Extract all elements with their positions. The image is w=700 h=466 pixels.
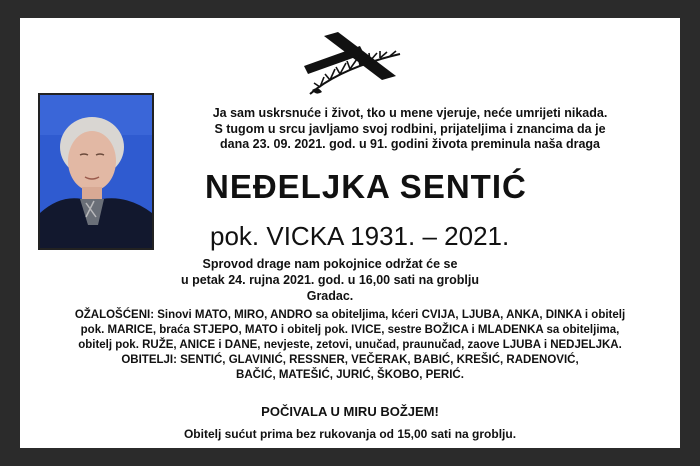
deceased-photo bbox=[38, 93, 154, 250]
intro-line-2: S tugom u srcu javljamo svoj rodbini, prijateljima i znancima da je bbox=[214, 121, 606, 136]
mourners-line-3: obitelj pok. RUŽE, ANICE i DANE, nevjeste, zetovi, unučad, praunučad, zaove LJUBA i NEDJELJKA. bbox=[78, 339, 622, 351]
mourners-line-5: BAČIĆ, MATEŠIĆ, JURIĆ, ŠKOBO, PERIĆ. bbox=[236, 369, 464, 381]
mourners-line-2: pok. MARICE, braća STJEPO, MATO i obitelj pok. IVICE, sestre BOŽICA i MLADENKA sa obiteljima, bbox=[80, 324, 620, 336]
obituary-notice bbox=[20, 18, 680, 448]
funeral-info bbox=[160, 256, 500, 304]
intro-text bbox=[160, 106, 660, 153]
rest-in-peace-text: POČIVALA U MIRU BOŽJEM! bbox=[261, 404, 439, 419]
mourners-list bbox=[34, 308, 666, 383]
funeral-line-1: Sprovod drage nam pokojnice održat će se bbox=[202, 257, 458, 271]
mourners-line-4: OBITELJI: SENTIĆ, GLAVINIĆ, RESSNER, VEČERAK, BABIĆ, KREŠIĆ, RADENOVIĆ, bbox=[121, 354, 579, 366]
condolence-note: Obitelj sućut prima bez rukovanja od 15,00 sati na groblju. bbox=[183, 427, 517, 441]
deceased-alias-years: pok. VICKA 1931. – 2021. bbox=[210, 221, 510, 251]
funeral-line-2: u petak 24. rujna 2021. god. u 16,00 sati na groblju Gradac. bbox=[180, 273, 479, 303]
cross-with-palm-icon bbox=[300, 32, 406, 98]
intro-line-3: dana 23. 09. 2021. god. u 91. godini života preminula naša draga bbox=[220, 137, 600, 151]
intro-line-1: Ja sam uskrsnuće i život, tko u mene vjeruje, neće umrijeti nikada. bbox=[212, 106, 608, 120]
mourners-line-1: OŽALOŠĆENI: Sinovi MATO, MIRO, ANDRO sa obiteljima, kćeri CVIJA, LJUBA, ANKA, DINKA i obitelj bbox=[74, 309, 626, 321]
deceased-name: NEĐELJKA SENTIĆ bbox=[205, 168, 527, 205]
